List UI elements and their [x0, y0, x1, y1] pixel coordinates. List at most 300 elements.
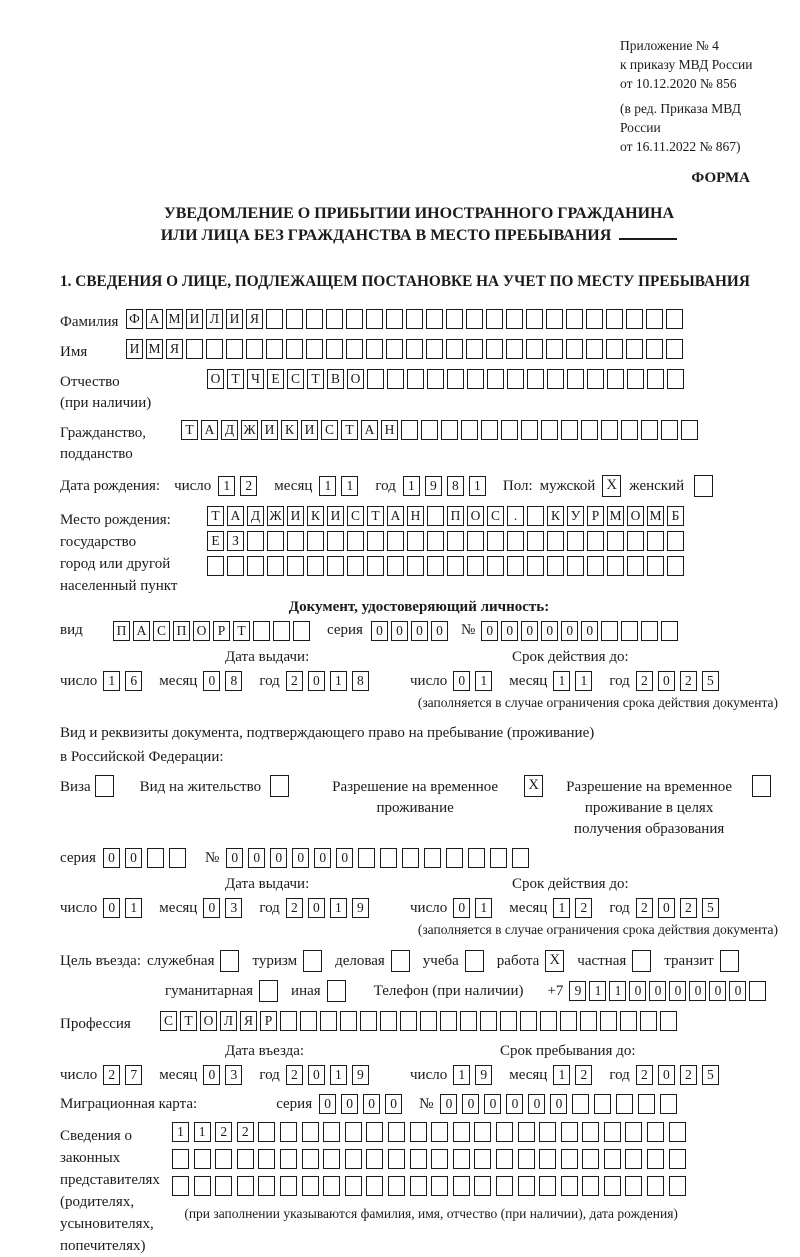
form-cell[interactable]: 2	[636, 1065, 653, 1085]
form-cell[interactable]	[323, 1122, 340, 1142]
form-cell[interactable]	[581, 420, 598, 440]
form-cell[interactable]	[546, 339, 563, 359]
form-cell[interactable]	[306, 339, 323, 359]
form-cell[interactable]	[638, 1094, 655, 1114]
form-cell[interactable]: Т	[227, 369, 244, 389]
form-cell[interactable]: И	[327, 506, 344, 526]
form-cell[interactable]: Ж	[267, 506, 284, 526]
form-cell[interactable]	[666, 339, 683, 359]
form-cell[interactable]	[300, 1011, 317, 1031]
form-cell[interactable]: 1	[553, 898, 570, 918]
form-cell[interactable]: 0	[341, 1094, 358, 1114]
form-cell[interactable]: Р	[213, 621, 230, 641]
form-cell[interactable]	[474, 1149, 491, 1169]
form-cell[interactable]: 0	[501, 621, 518, 641]
form-cell[interactable]	[501, 420, 518, 440]
form-cell[interactable]	[561, 420, 578, 440]
form-cell[interactable]: Ф	[126, 309, 143, 329]
form-cell[interactable]: 1	[553, 1065, 570, 1085]
form-cell[interactable]: 0	[709, 981, 726, 1001]
form-cell[interactable]: 0	[270, 848, 287, 868]
form-cell[interactable]	[420, 1011, 437, 1031]
form-cell[interactable]: 1	[103, 671, 120, 691]
purpose-private-checkbox[interactable]	[632, 950, 651, 972]
form-cell[interactable]	[560, 1011, 577, 1031]
form-cell[interactable]	[186, 339, 203, 359]
form-cell[interactable]	[302, 1149, 319, 1169]
form-cell[interactable]: 0	[550, 1094, 567, 1114]
form-cell[interactable]	[387, 369, 404, 389]
form-cell[interactable]	[467, 369, 484, 389]
form-cell[interactable]	[453, 1176, 470, 1196]
form-cell[interactable]	[215, 1176, 232, 1196]
form-cell[interactable]	[421, 420, 438, 440]
form-cell[interactable]	[507, 556, 524, 576]
form-cell[interactable]: 0	[481, 621, 498, 641]
form-cell[interactable]: 0	[729, 981, 746, 1001]
form-cell[interactable]	[500, 1011, 517, 1031]
form-cell[interactable]	[506, 339, 523, 359]
form-cell[interactable]: 0	[308, 671, 325, 691]
form-cell[interactable]: 9	[475, 1065, 492, 1085]
form-cell[interactable]	[346, 309, 363, 329]
form-cell[interactable]	[647, 369, 664, 389]
form-cell[interactable]	[461, 420, 478, 440]
form-cell[interactable]	[327, 556, 344, 576]
form-cell[interactable]	[496, 1122, 513, 1142]
form-cell[interactable]	[407, 556, 424, 576]
form-cell[interactable]	[606, 339, 623, 359]
form-cell[interactable]	[627, 556, 644, 576]
form-cell[interactable]	[518, 1149, 535, 1169]
form-cell[interactable]: 0	[248, 848, 265, 868]
form-cell[interactable]: 0	[336, 848, 353, 868]
form-cell[interactable]	[749, 981, 766, 1001]
form-cell[interactable]: 1	[403, 476, 420, 496]
form-cell[interactable]	[207, 556, 224, 576]
form-cell[interactable]	[572, 1094, 589, 1114]
residence-permit-checkbox[interactable]	[270, 775, 289, 797]
form-cell[interactable]	[625, 1176, 642, 1196]
form-cell[interactable]	[147, 848, 164, 868]
form-cell[interactable]	[466, 339, 483, 359]
form-cell[interactable]: Е	[207, 531, 224, 551]
form-cell[interactable]	[401, 420, 418, 440]
form-cell[interactable]: 0	[462, 1094, 479, 1114]
form-cell[interactable]: 0	[203, 671, 220, 691]
form-cell[interactable]	[646, 339, 663, 359]
form-cell[interactable]: К	[307, 506, 324, 526]
form-cell[interactable]	[247, 556, 264, 576]
form-cell[interactable]	[660, 1094, 677, 1114]
form-cell[interactable]	[587, 531, 604, 551]
form-cell[interactable]	[258, 1122, 275, 1142]
form-cell[interactable]	[541, 420, 558, 440]
form-cell[interactable]: 1	[330, 898, 347, 918]
form-cell[interactable]	[641, 420, 658, 440]
female-checkbox[interactable]	[694, 475, 713, 497]
form-cell[interactable]: А	[361, 420, 378, 440]
form-cell[interactable]	[496, 1149, 513, 1169]
form-cell[interactable]	[380, 1011, 397, 1031]
form-cell[interactable]: П	[113, 621, 130, 641]
form-cell[interactable]	[287, 556, 304, 576]
form-cell[interactable]	[481, 420, 498, 440]
form-cell[interactable]: 3	[225, 898, 242, 918]
form-cell[interactable]: 0	[453, 671, 470, 691]
form-cell[interactable]	[266, 309, 283, 329]
form-cell[interactable]	[566, 309, 583, 329]
form-cell[interactable]	[431, 1176, 448, 1196]
form-cell[interactable]	[480, 1011, 497, 1031]
form-cell[interactable]: 1	[319, 476, 336, 496]
form-cell[interactable]	[447, 531, 464, 551]
form-cell[interactable]	[266, 339, 283, 359]
form-cell[interactable]	[247, 531, 264, 551]
form-cell[interactable]: Н	[407, 506, 424, 526]
form-cell[interactable]	[286, 309, 303, 329]
form-cell[interactable]: И	[226, 309, 243, 329]
form-cell[interactable]: 0	[484, 1094, 501, 1114]
form-cell[interactable]: 2	[286, 1065, 303, 1085]
form-cell[interactable]	[474, 1122, 491, 1142]
form-cell[interactable]	[258, 1176, 275, 1196]
form-cell[interactable]: А	[146, 309, 163, 329]
form-cell[interactable]	[561, 1176, 578, 1196]
form-cell[interactable]	[427, 369, 444, 389]
form-cell[interactable]: Я	[240, 1011, 257, 1031]
form-cell[interactable]	[246, 339, 263, 359]
form-cell[interactable]: Ч	[247, 369, 264, 389]
form-cell[interactable]: 0	[629, 981, 646, 1001]
form-cell[interactable]: 0	[561, 621, 578, 641]
form-cell[interactable]	[169, 848, 186, 868]
form-cell[interactable]: Е	[267, 369, 284, 389]
form-cell[interactable]: 8	[352, 671, 369, 691]
form-cell[interactable]	[426, 309, 443, 329]
form-cell[interactable]	[586, 339, 603, 359]
form-cell[interactable]	[293, 621, 310, 641]
form-cell[interactable]	[527, 369, 544, 389]
form-cell[interactable]	[601, 621, 618, 641]
form-cell[interactable]: И	[261, 420, 278, 440]
form-cell[interactable]: 5	[702, 1065, 719, 1085]
form-cell[interactable]: 0	[411, 621, 428, 641]
form-cell[interactable]	[669, 1149, 686, 1169]
form-cell[interactable]	[366, 1122, 383, 1142]
form-cell[interactable]	[326, 309, 343, 329]
form-cell[interactable]: 0	[391, 621, 408, 641]
form-cell[interactable]: 2	[680, 1065, 697, 1085]
form-cell[interactable]: Я	[166, 339, 183, 359]
form-cell[interactable]: В	[327, 369, 344, 389]
form-cell[interactable]	[326, 339, 343, 359]
form-cell[interactable]	[237, 1149, 254, 1169]
form-cell[interactable]: 1	[453, 1065, 470, 1085]
form-cell[interactable]	[447, 369, 464, 389]
form-cell[interactable]	[527, 531, 544, 551]
form-cell[interactable]	[387, 556, 404, 576]
form-cell[interactable]: 2	[680, 898, 697, 918]
form-cell[interactable]: 1	[194, 1122, 211, 1142]
form-cell[interactable]: Т	[181, 420, 198, 440]
form-cell[interactable]	[446, 309, 463, 329]
form-cell[interactable]: 2	[575, 1065, 592, 1085]
form-cell[interactable]	[486, 339, 503, 359]
form-cell[interactable]	[427, 531, 444, 551]
form-cell[interactable]: 8	[447, 476, 464, 496]
form-cell[interactable]: .	[507, 506, 524, 526]
form-cell[interactable]: 2	[636, 671, 653, 691]
form-cell[interactable]	[507, 369, 524, 389]
form-cell[interactable]	[227, 556, 244, 576]
form-cell[interactable]	[487, 369, 504, 389]
form-cell[interactable]: П	[447, 506, 464, 526]
purpose-tourism-checkbox[interactable]	[303, 950, 322, 972]
form-cell[interactable]	[460, 1011, 477, 1031]
form-cell[interactable]: 9	[425, 476, 442, 496]
form-cell[interactable]: 7	[125, 1065, 142, 1085]
form-cell[interactable]: Т	[180, 1011, 197, 1031]
form-cell[interactable]: 2	[680, 671, 697, 691]
form-cell[interactable]	[667, 556, 684, 576]
form-cell[interactable]: 8	[225, 671, 242, 691]
form-cell[interactable]	[604, 1149, 621, 1169]
form-cell[interactable]	[512, 848, 529, 868]
form-cell[interactable]: С	[160, 1011, 177, 1031]
form-cell[interactable]	[302, 1176, 319, 1196]
form-cell[interactable]	[647, 1122, 664, 1142]
form-cell[interactable]: О	[467, 506, 484, 526]
form-cell[interactable]	[280, 1176, 297, 1196]
form-cell[interactable]: Д	[221, 420, 238, 440]
form-cell[interactable]	[427, 556, 444, 576]
form-cell[interactable]	[388, 1176, 405, 1196]
form-cell[interactable]: 0	[669, 981, 686, 1001]
form-cell[interactable]	[587, 369, 604, 389]
form-cell[interactable]: 0	[440, 1094, 457, 1114]
form-cell[interactable]	[474, 1176, 491, 1196]
form-cell[interactable]: 2	[240, 476, 257, 496]
form-cell[interactable]: К	[547, 506, 564, 526]
form-cell[interactable]	[273, 621, 290, 641]
form-cell[interactable]: О	[347, 369, 364, 389]
male-checkbox[interactable]: X	[602, 475, 621, 497]
form-cell[interactable]	[323, 1176, 340, 1196]
form-cell[interactable]: 3	[225, 1065, 242, 1085]
purpose-other-checkbox[interactable]	[327, 980, 346, 1002]
form-cell[interactable]: Н	[381, 420, 398, 440]
form-cell[interactable]	[540, 1011, 557, 1031]
form-cell[interactable]: 0	[385, 1094, 402, 1114]
form-cell[interactable]	[431, 1122, 448, 1142]
form-cell[interactable]: С	[487, 506, 504, 526]
form-cell[interactable]: Ж	[241, 420, 258, 440]
form-cell[interactable]: 1	[341, 476, 358, 496]
form-cell[interactable]: И	[126, 339, 143, 359]
form-cell[interactable]	[406, 339, 423, 359]
form-cell[interactable]: Т	[207, 506, 224, 526]
form-cell[interactable]: 0	[658, 1065, 675, 1085]
form-cell[interactable]	[620, 1011, 637, 1031]
form-cell[interactable]: А	[133, 621, 150, 641]
form-cell[interactable]: 5	[702, 898, 719, 918]
form-cell[interactable]	[306, 309, 323, 329]
form-cell[interactable]	[607, 556, 624, 576]
form-cell[interactable]	[547, 369, 564, 389]
form-cell[interactable]: 9	[569, 981, 586, 1001]
form-cell[interactable]: 0	[308, 898, 325, 918]
form-cell[interactable]	[527, 556, 544, 576]
form-cell[interactable]: О	[207, 369, 224, 389]
form-cell[interactable]	[621, 420, 638, 440]
form-cell[interactable]: 0	[658, 671, 675, 691]
form-cell[interactable]: 0	[292, 848, 309, 868]
form-cell[interactable]: Б	[667, 506, 684, 526]
form-cell[interactable]: 1	[553, 671, 570, 691]
form-cell[interactable]: 0	[528, 1094, 545, 1114]
form-cell[interactable]	[366, 1176, 383, 1196]
form-cell[interactable]	[582, 1122, 599, 1142]
form-cell[interactable]	[526, 309, 543, 329]
form-cell[interactable]	[345, 1176, 362, 1196]
purpose-humanitarian-checkbox[interactable]	[259, 980, 278, 1002]
form-cell[interactable]	[561, 1122, 578, 1142]
form-cell[interactable]	[580, 1011, 597, 1031]
form-cell[interactable]	[587, 556, 604, 576]
form-cell[interactable]: Я	[246, 309, 263, 329]
form-cell[interactable]	[400, 1011, 417, 1031]
form-cell[interactable]	[402, 848, 419, 868]
form-cell[interactable]	[496, 1176, 513, 1196]
edu-residence-checkbox[interactable]	[752, 775, 771, 797]
form-cell[interactable]	[387, 531, 404, 551]
form-cell[interactable]: И	[301, 420, 318, 440]
form-cell[interactable]	[407, 369, 424, 389]
form-cell[interactable]	[660, 1011, 677, 1031]
form-cell[interactable]: 0	[103, 898, 120, 918]
form-cell[interactable]	[447, 556, 464, 576]
form-cell[interactable]: С	[321, 420, 338, 440]
form-cell[interactable]: 0	[203, 1065, 220, 1085]
form-cell[interactable]: О	[200, 1011, 217, 1031]
form-cell[interactable]	[446, 848, 463, 868]
form-cell[interactable]: 2	[237, 1122, 254, 1142]
form-cell[interactable]	[601, 420, 618, 440]
form-cell[interactable]	[600, 1011, 617, 1031]
form-cell[interactable]	[286, 339, 303, 359]
form-cell[interactable]	[582, 1176, 599, 1196]
form-cell[interactable]: 0	[314, 848, 331, 868]
form-cell[interactable]	[340, 1011, 357, 1031]
form-cell[interactable]: 1	[475, 671, 492, 691]
form-cell[interactable]	[566, 339, 583, 359]
form-cell[interactable]	[507, 531, 524, 551]
form-cell[interactable]: 0	[649, 981, 666, 1001]
form-cell[interactable]	[547, 531, 564, 551]
form-cell[interactable]: 0	[226, 848, 243, 868]
form-cell[interactable]	[521, 420, 538, 440]
form-cell[interactable]	[646, 309, 663, 329]
form-cell[interactable]	[366, 339, 383, 359]
form-cell[interactable]: И	[287, 506, 304, 526]
form-cell[interactable]	[607, 369, 624, 389]
form-cell[interactable]: П	[173, 621, 190, 641]
form-cell[interactable]	[226, 339, 243, 359]
form-cell[interactable]	[616, 1094, 633, 1114]
form-cell[interactable]: З	[227, 531, 244, 551]
form-cell[interactable]	[367, 556, 384, 576]
form-cell[interactable]: 1	[330, 671, 347, 691]
form-cell[interactable]	[427, 506, 444, 526]
form-cell[interactable]	[539, 1149, 556, 1169]
form-cell[interactable]	[346, 339, 363, 359]
form-cell[interactable]	[669, 1122, 686, 1142]
form-cell[interactable]	[345, 1122, 362, 1142]
form-cell[interactable]	[280, 1122, 297, 1142]
form-cell[interactable]: 5	[702, 671, 719, 691]
form-cell[interactable]: Л	[220, 1011, 237, 1031]
form-cell[interactable]: 0	[581, 621, 598, 641]
form-cell[interactable]: 0	[541, 621, 558, 641]
form-cell[interactable]: 0	[371, 621, 388, 641]
form-cell[interactable]: Т	[341, 420, 358, 440]
form-cell[interactable]	[345, 1149, 362, 1169]
form-cell[interactable]	[388, 1122, 405, 1142]
form-cell[interactable]	[594, 1094, 611, 1114]
form-cell[interactable]	[367, 531, 384, 551]
form-cell[interactable]: М	[607, 506, 624, 526]
form-cell[interactable]	[506, 309, 523, 329]
form-cell[interactable]	[621, 621, 638, 641]
form-cell[interactable]	[567, 531, 584, 551]
form-cell[interactable]: 1	[475, 898, 492, 918]
form-cell[interactable]	[627, 369, 644, 389]
form-cell[interactable]	[667, 369, 684, 389]
form-cell[interactable]	[453, 1122, 470, 1142]
form-cell[interactable]	[410, 1122, 427, 1142]
form-cell[interactable]	[647, 531, 664, 551]
form-cell[interactable]	[467, 531, 484, 551]
form-cell[interactable]	[647, 1176, 664, 1196]
form-cell[interactable]: 2	[636, 898, 653, 918]
form-cell[interactable]: С	[287, 369, 304, 389]
form-cell[interactable]	[215, 1149, 232, 1169]
form-cell[interactable]: 0	[125, 848, 142, 868]
form-cell[interactable]: О	[193, 621, 210, 641]
form-cell[interactable]: К	[281, 420, 298, 440]
form-cell[interactable]: Т	[233, 621, 250, 641]
purpose-study-checkbox[interactable]	[465, 950, 484, 972]
form-cell[interactable]	[426, 339, 443, 359]
form-cell[interactable]: 1	[172, 1122, 189, 1142]
form-cell[interactable]	[647, 556, 664, 576]
form-cell[interactable]: Т	[307, 369, 324, 389]
form-cell[interactable]	[380, 848, 397, 868]
form-cell[interactable]: И	[186, 309, 203, 329]
form-cell[interactable]	[567, 556, 584, 576]
form-cell[interactable]	[467, 556, 484, 576]
form-cell[interactable]	[366, 309, 383, 329]
form-cell[interactable]	[626, 309, 643, 329]
form-cell[interactable]: 0	[319, 1094, 336, 1114]
form-cell[interactable]: М	[146, 339, 163, 359]
form-cell[interactable]	[661, 621, 678, 641]
form-cell[interactable]: С	[153, 621, 170, 641]
form-cell[interactable]: 0	[431, 621, 448, 641]
form-cell[interactable]	[280, 1011, 297, 1031]
form-cell[interactable]	[267, 556, 284, 576]
